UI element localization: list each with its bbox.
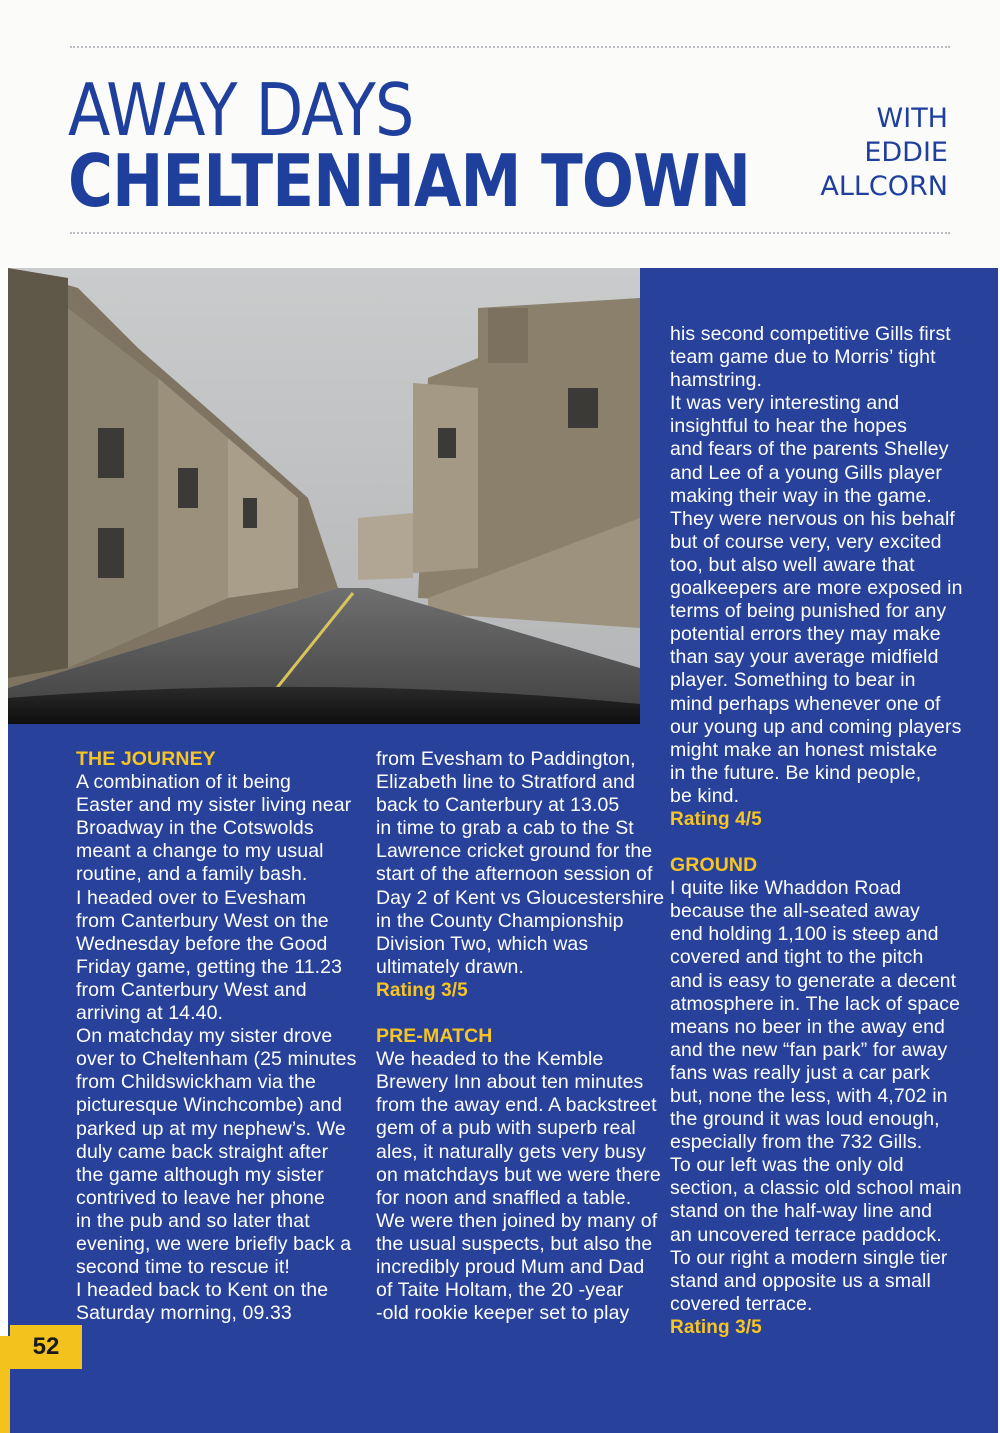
body-line: but, none the less, with 4,702 in <box>670 1085 948 1107</box>
paragraph-gap <box>376 1002 664 1025</box>
header-bottom-rule <box>70 232 950 234</box>
body-line: Elizabeth line to Stratford and <box>376 771 635 794</box>
rating-journey: Rating 3/5 <box>376 979 468 1001</box>
body-line: player. Something to bear in <box>670 669 916 692</box>
body-line: duly came back straight after <box>76 1140 329 1163</box>
section-heading-ground: GROUND <box>670 854 758 877</box>
column-journey <box>76 748 356 1325</box>
body-line: but of course very, very excited <box>670 530 942 553</box>
body-line: Friday game, getting the 11.23 <box>76 955 343 978</box>
body-line: atmosphere in. The lack of space <box>670 992 961 1015</box>
body-line: hamstring. <box>670 369 763 392</box>
body-line: end holding 1,100 is steep and <box>670 923 939 946</box>
body-line: Brewery Inn about ten minutes <box>376 1071 644 1094</box>
body-line: our young up and coming players <box>670 715 962 738</box>
article-title-line2: CHELTENHAM TOWN <box>68 139 751 223</box>
body-line: be kind. <box>670 784 740 807</box>
column-prematch <box>376 748 664 1325</box>
body-line: meant a change to my usual <box>76 840 324 863</box>
column-ground <box>670 323 963 1339</box>
body-line: It was very interesting and <box>670 392 900 415</box>
rating-ground: Rating 3/5 <box>670 1316 762 1338</box>
body-line: ales, it naturally gets very busy <box>376 1140 646 1163</box>
page-header <box>0 0 1000 268</box>
body-line: making their way in the game. <box>670 484 932 507</box>
body-line: start of the afternoon session of <box>376 863 653 886</box>
body-line: Day 2 of Kent vs Gloucestershire <box>376 886 665 909</box>
body-line: the game although my sister <box>76 1163 324 1186</box>
body-line: the usual suspects, but also the <box>376 1232 653 1255</box>
body-line: A combination of it being <box>76 771 291 794</box>
body-line: stand on the half-way line and <box>670 1200 933 1223</box>
page-number: 52 <box>10 1325 82 1369</box>
header-top-rule <box>70 46 950 48</box>
body-line: To our left was the only old <box>670 1154 904 1177</box>
body-line: insightful to hear the hopes <box>670 415 907 438</box>
body-line: and is easy to generate a decent <box>670 969 957 992</box>
body-line: stand and opposite us a small <box>670 1269 931 1292</box>
body-line: the ground it was loud enough, <box>670 1108 940 1131</box>
body-line: I quite like Whaddon Road <box>670 877 902 900</box>
body-line: and fears of the parents Shelley <box>670 438 949 461</box>
body-line: an uncovered terrace paddock. <box>670 1223 942 1246</box>
body-line: section, a classic old school main <box>670 1177 962 1200</box>
body-line: potential errors they may make <box>670 623 941 646</box>
page-number-bar <box>0 1336 10 1433</box>
body-line: from Canterbury West and <box>76 978 307 1001</box>
body-line: in the pub and so later that <box>76 1209 310 1232</box>
body-line: especially from the 732 Gills. <box>670 1131 923 1154</box>
body-line: his second competitive Gills first <box>670 323 951 345</box>
byline-with: WITH <box>876 103 948 134</box>
body-line: We headed to the Kemble <box>376 1048 604 1071</box>
body-line: contrived to leave her phone <box>76 1186 325 1209</box>
body-line: because the all-seated away <box>670 900 920 923</box>
street-scene-photo <box>8 268 640 724</box>
street-photo-illustration <box>8 268 640 724</box>
body-line: on matchdays but we were there <box>376 1163 661 1186</box>
body-line: Lawrence cricket ground for the <box>376 840 653 863</box>
body-line: Easter and my sister living near <box>76 794 352 817</box>
body-line: from Canterbury West on the <box>76 909 329 932</box>
body-line: goalkeepers are more exposed in <box>670 577 963 600</box>
body-line: back to Canterbury at 13.05 <box>376 794 620 817</box>
body-line: On matchday my sister drove <box>76 1025 333 1048</box>
paragraph-gap <box>670 831 963 854</box>
article-title-line1: AWAY DAYS <box>68 68 414 152</box>
body-line: arriving at 14.40. <box>76 1002 224 1025</box>
body-line: Saturday morning, 09.33 <box>76 1302 292 1325</box>
body-line: covered and tight to the pitch <box>670 946 924 969</box>
body-line: might make an honest mistake <box>670 738 938 761</box>
body-line: routine, and a family bash. <box>76 863 308 886</box>
section-heading-prematch: PRE-MATCH <box>376 1025 493 1048</box>
body-line: mind perhaps whenever one of <box>670 692 941 715</box>
body-line: parked up at my nephew’s. We <box>76 1117 346 1140</box>
section-heading-journey: THE JOURNEY <box>76 748 216 770</box>
body-line: second time to rescue it! <box>76 1256 290 1279</box>
body-line: in time to grab a cab to the St <box>376 817 634 840</box>
body-line: We were then joined by many of <box>376 1209 658 1232</box>
body-line: incredibly proud Mum and Dad <box>376 1255 645 1278</box>
body-line: means no beer in the away end <box>670 1015 945 1038</box>
body-line: fans was really just a car park <box>670 1061 930 1084</box>
body-line: ultimately drawn. <box>376 955 525 978</box>
body-line: for noon and snaffled a table. <box>376 1186 632 1209</box>
body-line: terms of being punished for any <box>670 600 947 623</box>
body-line: Wednesday before the Good <box>76 932 328 955</box>
body-line: in the future. Be kind people, <box>670 761 922 784</box>
byline-first-name: EDDIE <box>864 137 948 168</box>
byline-last-name: ALLCORN <box>820 171 948 202</box>
body-line: from the away end. A backstreet <box>376 1094 657 1117</box>
author-byline <box>820 102 948 204</box>
body-line: and the new “fan park” for away <box>670 1038 948 1061</box>
body-line: picturesque Winchcombe) and <box>76 1094 343 1117</box>
body-line: over to Cheltenham (25 minutes <box>76 1048 357 1071</box>
body-line: I headed over to Evesham <box>76 886 307 909</box>
body-line: from Evesham to Paddington, <box>376 748 636 770</box>
body-line: from Childswickham via the <box>76 1071 316 1094</box>
body-line: -old rookie keeper set to play <box>376 1302 630 1325</box>
body-line: covered terrace. <box>670 1292 813 1315</box>
body-line: than say your average midfield <box>670 646 939 669</box>
rating-prematch: Rating 4/5 <box>670 808 762 830</box>
body-line: Broadway in the Cotswolds <box>76 817 314 840</box>
body-line: They were nervous on his behalf <box>670 507 955 530</box>
body-line: To our right a modern single tier <box>670 1246 948 1269</box>
body-line: Division Two, which was <box>376 932 589 955</box>
body-line: gem of a pub with superb real <box>376 1117 636 1140</box>
body-line: in the County Championship <box>376 909 624 932</box>
body-line: and Lee of a young Gills player <box>670 461 942 484</box>
body-line: team game due to Morris’ tight <box>670 346 936 369</box>
body-line: evening, we were briefly back a <box>76 1232 352 1255</box>
body-line: too, but also well aware that <box>670 553 915 576</box>
body-line: I headed back to Kent on the <box>76 1279 329 1302</box>
body-line: of Taite Holtam, the 20 -year <box>376 1279 624 1302</box>
